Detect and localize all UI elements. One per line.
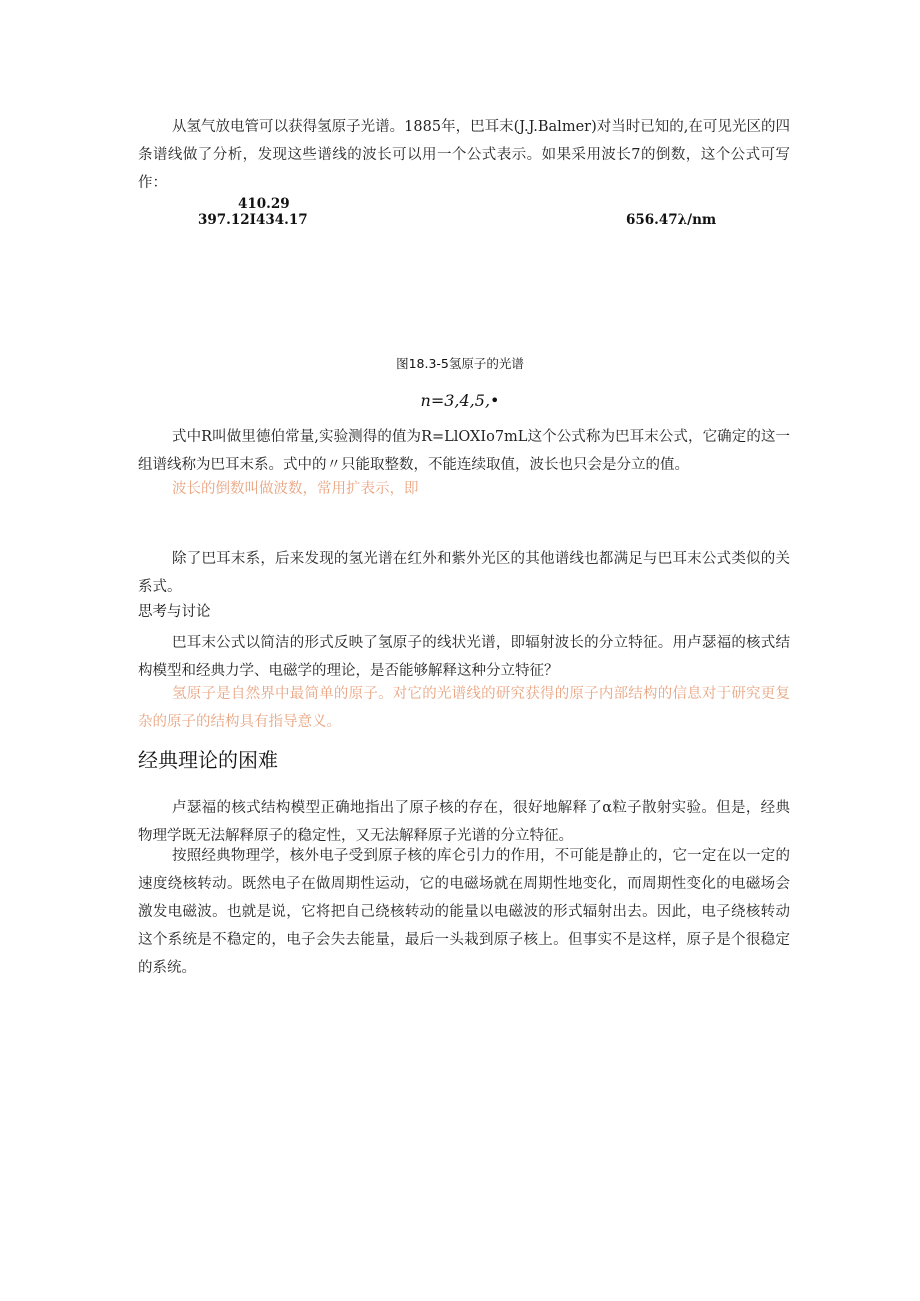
intro-paragraph: 从氢气放电管可以获得氢原子光谱。1885年，巴耳末(J.J.Balmer)对当时已知的,在可见光区的四条谱线做了分析，发现这些谱线的波长可以用一个公式表示。如果采用波长7的倒数，这个公式可写作：	[138, 119, 790, 191]
wavenumber-paragraph: 波长的倒数叫做波数，常用扩表示，即	[172, 481, 419, 497]
spectrum-label-41029: 410.29	[238, 196, 290, 212]
classical-paragraph: 按照经典物理学，核外电子受到原子核的库仑引力的作用，不可能是静止的，它一定在以一定的速度绕核转动。既然电子在做周期性运动，它的电磁场就在周期性地变化，而周期性变化的电磁场会激发电磁波。也就是说，它将把自己绕核转动的能量以电磁波的形式辐射出去。因此，电子绕核转动这个系统是不稳定的，电子会失去能量，最后一头栽到原子核上。但事实不是这样，原子是个很稳定的系统。	[138, 848, 790, 976]
discussion-paragraph: 巴耳末公式以简洁的形式反映了氢原子的线状光谱，即辐射波长的分立特征。用卢瑟福的核式结构模型和经典力学、电磁学的理论，是否能够解释这种分立特征？	[138, 635, 790, 679]
formula-n-values: n=3,4,5,•	[420, 391, 500, 410]
discussion-heading: 思考与讨论	[138, 604, 211, 620]
rydberg-paragraph: 式中R叫做里德伯常量,实验测得的值为R=LlOXIo7mL这个公式称为巴耳末公式，它确定的这一组谱线称为巴耳末系。式中的〃只能取整数，不能连续取值，波长也只会是分立的值。	[138, 429, 790, 473]
other-series-paragraph: 除了巴耳末系，后来发现的氢光谱在红外和紫外光区的其他谱线也都满足与巴耳末公式类似的关系式。	[138, 551, 790, 595]
hint-paragraph: 氢原子是自然界中最简单的原子。对它的光谱线的研究获得的原子内部结构的信息对于研究更复杂的原子的结构具有指导意义。	[138, 686, 790, 730]
figure-caption: 图18.3-5氢原子的光谱	[396, 356, 524, 371]
rutherford-paragraph: 卢瑟福的核式结构模型正确地指出了原子核的存在，很好地解释了α粒子散射实验。但是，经典物理学既无法解释原子的稳定性，又无法解释原子光谱的分立特征。	[138, 800, 790, 844]
section-heading: 经典理论的困难	[138, 748, 278, 772]
spectrum-label-65647-axis: 656.47λ/nm	[626, 212, 717, 228]
spectrum-label-39712-43417: 397.12I434.17	[198, 212, 308, 228]
